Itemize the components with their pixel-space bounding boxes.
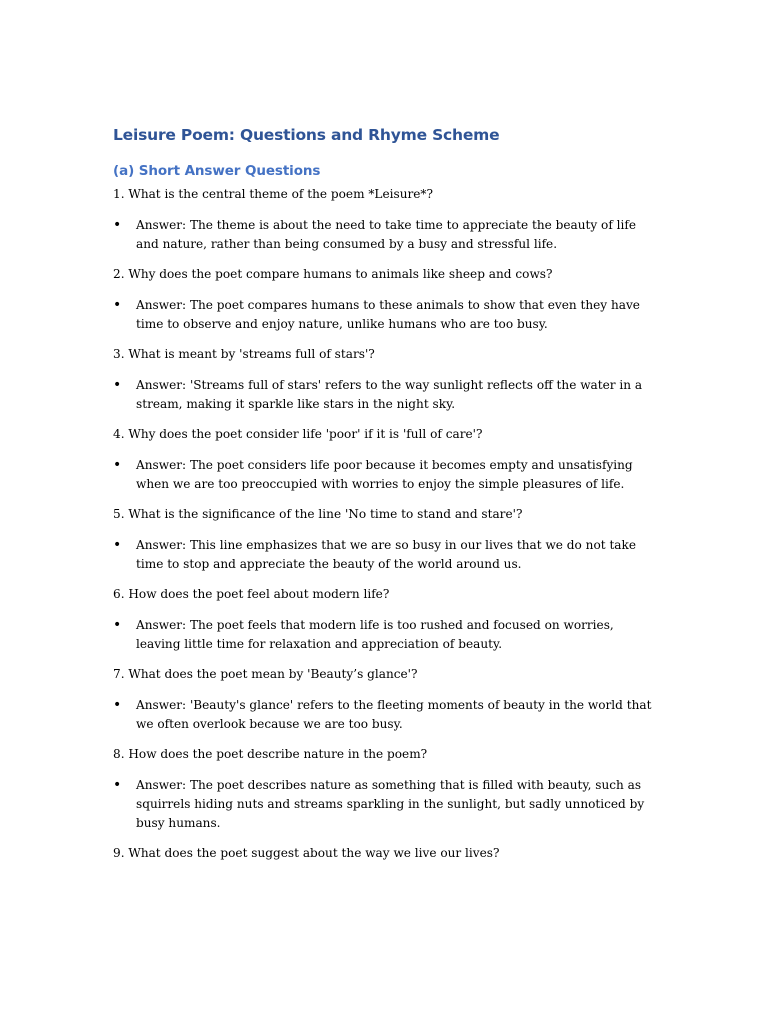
answer-text: Answer: The theme is about the need to take time to appreciate the beauty of life and nature, rather than being consumed by a busy and stressful life. — [136, 218, 637, 251]
qa-item — [113, 425, 658, 494]
bullet-icon: • — [113, 217, 122, 233]
bullet-icon: • — [113, 457, 122, 473]
bullet-icon: • — [113, 297, 122, 313]
question-text: 9. What does the poet suggest about the way we live our lives? — [113, 846, 500, 860]
question-text: 1. What is the central theme of the poem *Leisure*? — [113, 187, 433, 201]
bullet-icon: • — [113, 617, 122, 633]
question-text: 5. What is the significance of the line 'No time to stand and stare'? — [113, 507, 523, 521]
answer-text: Answer: 'Beauty's glance' refers to the fleeting moments of beauty in the world that we often overlook because we are too busy. — [136, 698, 652, 731]
question-text: 8. How does the poet describe nature in the poem? — [113, 747, 428, 761]
bullet-icon: • — [113, 697, 122, 713]
question-text: 4. Why does the poet consider life 'poor' if it is 'full of care'? — [113, 427, 483, 441]
answer-text: Answer: The poet considers life poor because it becomes empty and unsatisfying when we are too preoccupied with worries to enjoy the simple pleasures of life. — [136, 458, 633, 491]
answer-bullet-item — [113, 696, 658, 734]
question-text: 2. Why does the poet compare humans to animals like sheep and cows? — [113, 267, 553, 281]
qa-list — [113, 185, 658, 863]
qa-item — [113, 265, 658, 334]
answer-text: Answer: 'Streams full of stars' refers to the way sunlight reflects off the water in a stream, making it sparkle like stars in the night sky. — [136, 378, 643, 411]
document-body — [113, 122, 658, 863]
answer-bullet-item — [113, 456, 658, 494]
answer-text: Answer: This line emphasizes that we are so busy in our lives that we do not take time to stop and appreciate the beauty of the world around us. — [136, 538, 636, 571]
answer-bullet-item — [113, 216, 658, 254]
answer-text: Answer: The poet feels that modern life is too rushed and focused on worries, leaving little time for relaxation and appreciation of beauty. — [136, 618, 614, 651]
answer-bullet-item — [113, 296, 658, 334]
bullet-icon: • — [113, 377, 122, 393]
document-title: Leisure Poem: Questions and Rhyme Scheme — [113, 126, 500, 144]
answer-bullet-item — [113, 536, 658, 574]
answer-text: Answer: The poet compares humans to these animals to show that even they have time to observe and enjoy nature, unlike humans who are too busy. — [136, 298, 640, 331]
question-text: 7. What does the poet mean by 'Beauty’s glance'? — [113, 667, 418, 681]
answer-bullet-item — [113, 776, 658, 833]
question-text: 6. How does the poet feel about modern life? — [113, 587, 390, 601]
qa-item — [113, 585, 658, 654]
qa-item — [113, 185, 658, 254]
answer-bullet-item — [113, 376, 658, 414]
answer-text: Answer: The poet describes nature as something that is filled with beauty, such as squirrels hiding nuts and streams sparkling in the sunlight, but sadly unnoticed by busy humans. — [136, 778, 645, 830]
answer-bullet-item — [113, 616, 658, 654]
question-text: 3. What is meant by 'streams full of stars'? — [113, 347, 375, 361]
qa-item — [113, 844, 658, 863]
bullet-icon: • — [113, 777, 122, 793]
section-heading: (a) Short Answer Questions — [113, 163, 321, 179]
qa-item — [113, 505, 658, 574]
qa-item — [113, 345, 658, 414]
qa-item — [113, 665, 658, 734]
bullet-icon: • — [113, 537, 122, 553]
qa-item — [113, 745, 658, 833]
